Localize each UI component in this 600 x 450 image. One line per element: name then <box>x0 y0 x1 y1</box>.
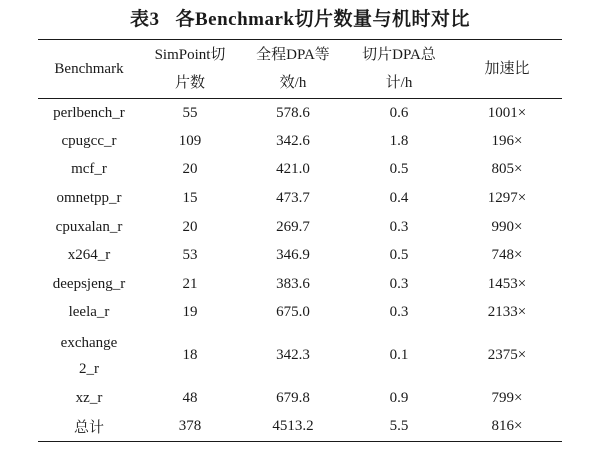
cell-speedup: 816× <box>491 418 523 435</box>
cell-benchmark: deepsjeng_r <box>52 275 126 292</box>
table-row <box>38 327 562 384</box>
table-title: 各Benchmark切片数量与机时对比 <box>175 9 471 30</box>
cell-slice-dpa: 0.5 <box>389 161 409 178</box>
cell-slices: 15 <box>182 190 198 207</box>
cell-speedup: 2133× <box>487 304 527 321</box>
cell-speedup: 990× <box>491 218 523 235</box>
cell-speedup: 748× <box>491 247 523 264</box>
cell-benchmark: cpuxalan_r <box>55 218 123 235</box>
table-row <box>38 384 562 413</box>
table-row <box>38 299 562 328</box>
cell-slice-dpa: 0.3 <box>389 275 409 292</box>
cell-speedup: 2375× <box>487 347 527 364</box>
cell-full-dpa: 679.8 <box>276 390 310 407</box>
cell-benchmark: leela_r <box>68 304 110 321</box>
cell-benchmark: 总计 <box>73 420 104 437</box>
cell-full-dpa: 342.6 <box>276 132 310 149</box>
cell-benchmark: perlbench_r <box>53 104 125 121</box>
table-row <box>38 156 562 185</box>
cell-full-dpa: 342.3 <box>276 347 310 364</box>
cell-slice-dpa: 1.8 <box>389 132 409 149</box>
table-row <box>38 99 562 128</box>
table-body <box>38 99 562 442</box>
cell-slices: 21 <box>182 275 198 292</box>
cell-speedup: 799× <box>491 390 523 407</box>
table-row <box>38 241 562 270</box>
cell-benchmark: x264_r <box>67 247 111 264</box>
cell-speedup: 1297× <box>487 190 527 207</box>
cell-benchmark: omnetpp_r <box>56 190 122 207</box>
cell-slice-dpa: 0.3 <box>389 218 409 235</box>
cell-slice-dpa: 0.1 <box>389 347 409 364</box>
cell-benchmark: cpugcc_r <box>61 132 117 149</box>
cell-speedup: 1453× <box>487 275 527 292</box>
table-number: 表3 <box>129 9 160 30</box>
cell-benchmark: xz_r <box>75 390 103 407</box>
cell-slice-dpa: 0.5 <box>389 247 409 264</box>
cell-slices: 109 <box>178 132 202 149</box>
cell-full-dpa: 4513.2 <box>272 418 314 435</box>
header-simpoint-slices: SimPoint切 片数 <box>154 47 226 91</box>
header-speedup: 加速比 <box>484 61 530 77</box>
header-benchmark: Benchmark <box>54 61 124 77</box>
cell-full-dpa: 269.7 <box>276 218 310 235</box>
table-row <box>38 413 562 442</box>
cell-slices: 48 <box>182 390 198 407</box>
cell-full-dpa: 578.6 <box>276 104 310 121</box>
table-row <box>38 213 562 242</box>
cell-full-dpa: 346.9 <box>276 247 310 264</box>
table-row <box>38 270 562 299</box>
cell-slice-dpa: 0.6 <box>389 104 409 121</box>
cell-slice-dpa: 0.3 <box>389 304 409 321</box>
header-slice-dpa-total: 切片DPA总 计/h <box>362 47 436 91</box>
cell-slices: 378 <box>178 418 202 435</box>
cell-full-dpa: 421.0 <box>276 161 310 178</box>
cell-full-dpa: 473.7 <box>276 190 310 207</box>
header-row <box>38 40 562 99</box>
cell-speedup: 805× <box>491 161 523 178</box>
cell-benchmark: exchange 2_r <box>60 334 118 377</box>
table-caption <box>0 4 600 31</box>
cell-full-dpa: 675.0 <box>276 304 310 321</box>
cell-slices: 20 <box>182 218 198 235</box>
cell-benchmark: mcf_r <box>71 161 107 178</box>
cell-slices: 18 <box>182 347 198 364</box>
cell-full-dpa: 383.6 <box>276 275 310 292</box>
cell-slice-dpa: 5.5 <box>389 418 409 435</box>
table-row <box>38 127 562 156</box>
cell-slices: 19 <box>182 304 198 321</box>
cell-slice-dpa: 0.4 <box>389 190 409 207</box>
benchmark-table <box>38 39 562 442</box>
header-full-dpa: 全程DPA等 效/h <box>256 47 330 91</box>
cell-slices: 20 <box>182 161 198 178</box>
cell-slice-dpa: 0.9 <box>389 390 409 407</box>
cell-slices: 55 <box>182 104 198 121</box>
cell-speedup: 196× <box>491 132 523 149</box>
cell-speedup: 1001× <box>487 104 527 121</box>
cell-slices: 53 <box>182 247 198 264</box>
table-row <box>38 184 562 213</box>
